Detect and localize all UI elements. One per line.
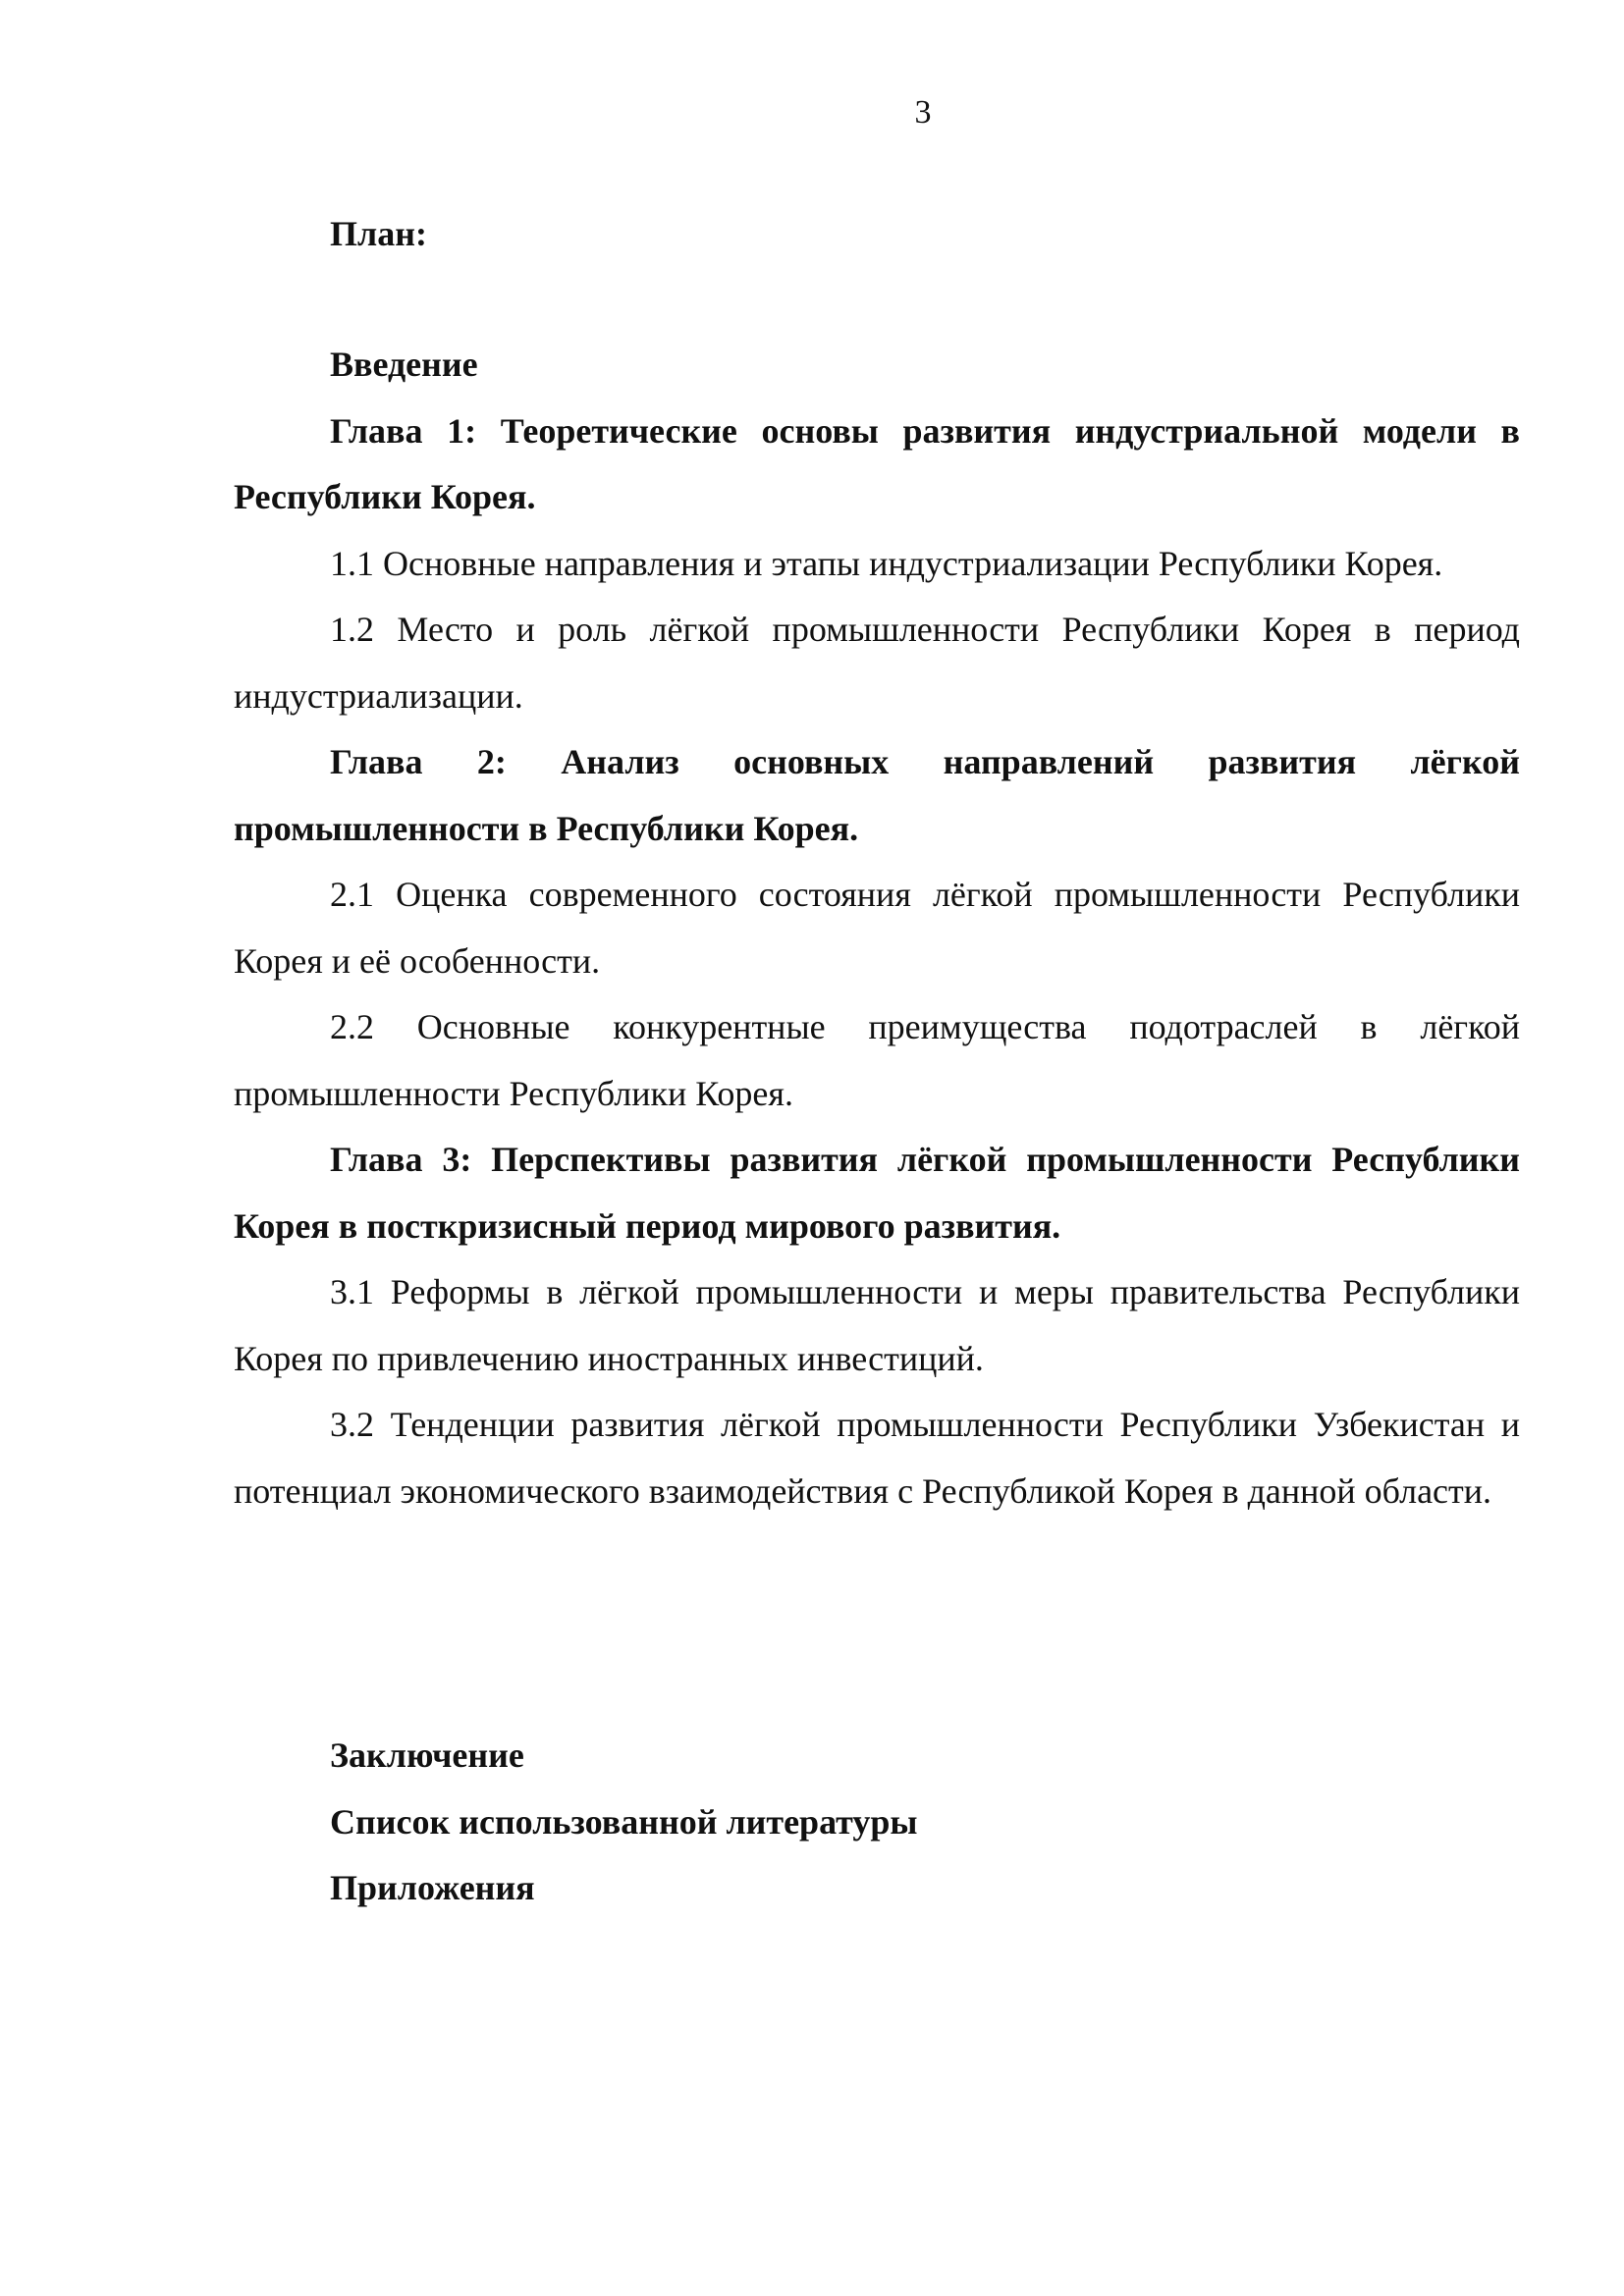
table-of-contents [234, 332, 1520, 1524]
toc-appendices: Приложения [330, 1868, 535, 1907]
toc-chapter-3: Глава 3: Перспективы развития лёгкой промышленности Республики Корея в посткризисный период мирового развития. [234, 1140, 1520, 1246]
final-sections [330, 1723, 917, 1922]
toc-section-3-1: 3.1 Реформы в лёгкой промышленности и меры правительства Республики Корея по привлечению иностранных инвестиций. [234, 1272, 1520, 1378]
toc-section-2-2: 2.2 Основные конкурентные преимущества подотраслей в лёгкой промышленности Республики Корея. [234, 1007, 1520, 1113]
toc-chapter-2: Глава 2: Анализ основных направлений развития лёгкой промышленности в Республики Корея. [234, 742, 1520, 848]
toc-section-1-2: 1.2 Место и роль лёгкой промышленности Республики Корея в период индустриализации. [234, 610, 1520, 716]
plan-title: План: [330, 214, 427, 253]
toc-chapter-1: Глава 1: Теоретические основы развития индустриальной модели в Республики Корея. [234, 410, 1520, 516]
toc-section-1-1: 1.1 Основные направления и этапы индустриализации Республики Корея. [330, 543, 1443, 583]
toc-section-2-1: 2.1 Оценка современного состояния лёгкой промышленности Республики Корея и её особенности. [234, 875, 1520, 981]
toc-references: Список использованной литературы [330, 1801, 918, 1842]
toc-conclusion: Заключение [330, 1735, 524, 1775]
toc-introduction: Введение [330, 345, 478, 384]
page-number: 3 [914, 94, 932, 131]
toc-section-3-2: 3.2 Тенденции развития лёгкой промышленности Республики Узбекистан и потенциал экономического взаимодействия с Республикой Корея в данной области. [234, 1405, 1520, 1511]
